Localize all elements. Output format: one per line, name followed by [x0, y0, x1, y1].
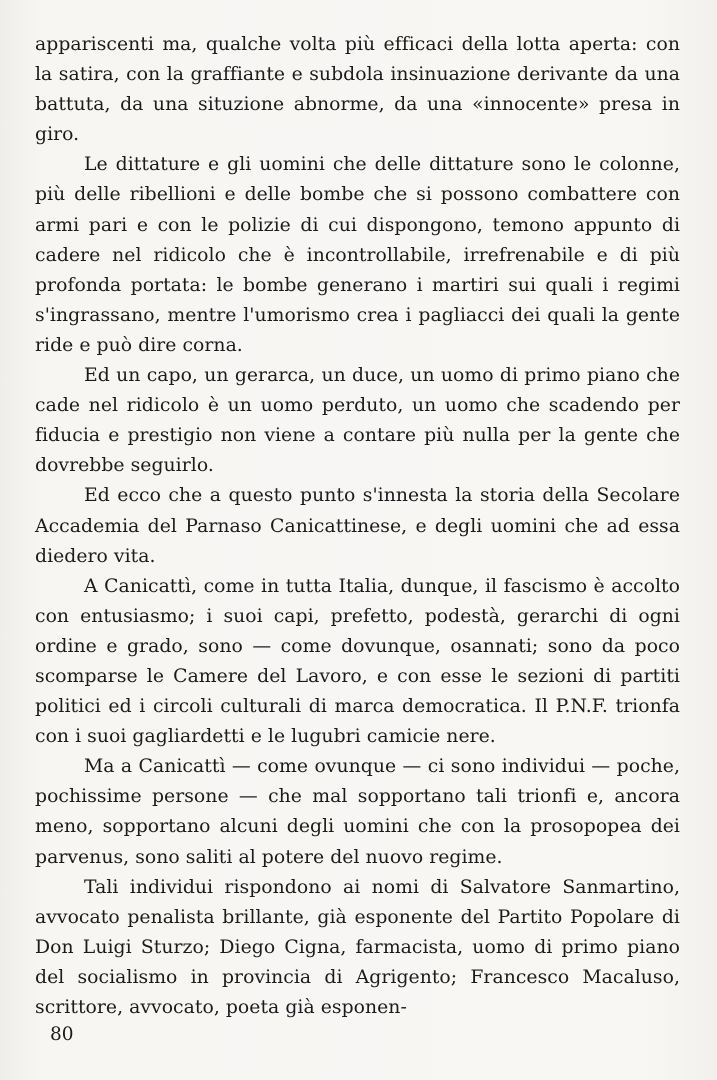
- body-text: [35, 30, 680, 1023]
- paragraph-1: appariscenti ma, qualche volta più efficaci della lotta aperta: con la satira, con la graffiante e subdola insinuazione derivante da una battuta, da una situzione abnorme, da una «innocente» presa in giro.: [35, 34, 680, 146]
- paragraph-3: Ed un capo, un gerarca, un duce, un uomo di primo piano che cade nel ridicolo è un uomo perduto, un uomo che scadendo per fiducia e prestigio non viene a contare più nulla per la gente che dovrebbe seguirlo.: [35, 365, 680, 477]
- paragraph-2: Le dittature e gli uomini che delle dittature sono le colonne, più delle ribellioni e delle bombe che si possono combattere con armi pari e con le polizie di cui dispongono, temono appunto di cadere nel ridicolo che è incontrollabile, irrefrenabile e di più profonda portata: le bombe generano i martiri sui quali i regimi s'ingrassano, mentre l'umorismo crea i pagliacci dei quali la gente ride e può dire corna.: [35, 154, 680, 356]
- paragraph-5: A Canicattì, come in tutta Italia, dunque, il fascismo è accolto con entusiasmo; i suoi capi, prefetto, podestà, gerarchi di ogni ordine e grado, sono — come dovunque, osannati; sono da poco scomparse le Camere del Lavoro, e con esse le sezioni di partiti politici ed i circoli culturali di marca democratica. Il P.N.F. trionfa con i suoi gagliardetti e le lugubri camicie nere.: [35, 575, 680, 748]
- paragraph-7: Tali individui rispondono ai nomi di Salvatore Sanmartino, avvocato penalista brillante, già esponente del Partito Popolare di Don Luigi Sturzo; Diego Cigna, farmacista, uomo di primo piano del socialismo in provincia di Agrigento; Francesco Macaluso, scrittore, avvocato, poeta già esponen-: [35, 876, 680, 1018]
- paragraph-4: Ed ecco che a questo punto s'innesta la storia della Secolare Accademia del Parnaso Canicattinese, e degli uomini che ad essa diedero vita.: [35, 485, 680, 567]
- page-number: 80: [50, 1024, 74, 1045]
- paragraph-6: Ma a Canicattì — come ovunque — ci sono individui — poche, pochissime persone — che mal sopportano tali trionfi e, ancora meno, sopportano alcuni degli uomini che con la prosopopea dei parvenus, sono saliti al potere del nuovo regime.: [35, 756, 680, 868]
